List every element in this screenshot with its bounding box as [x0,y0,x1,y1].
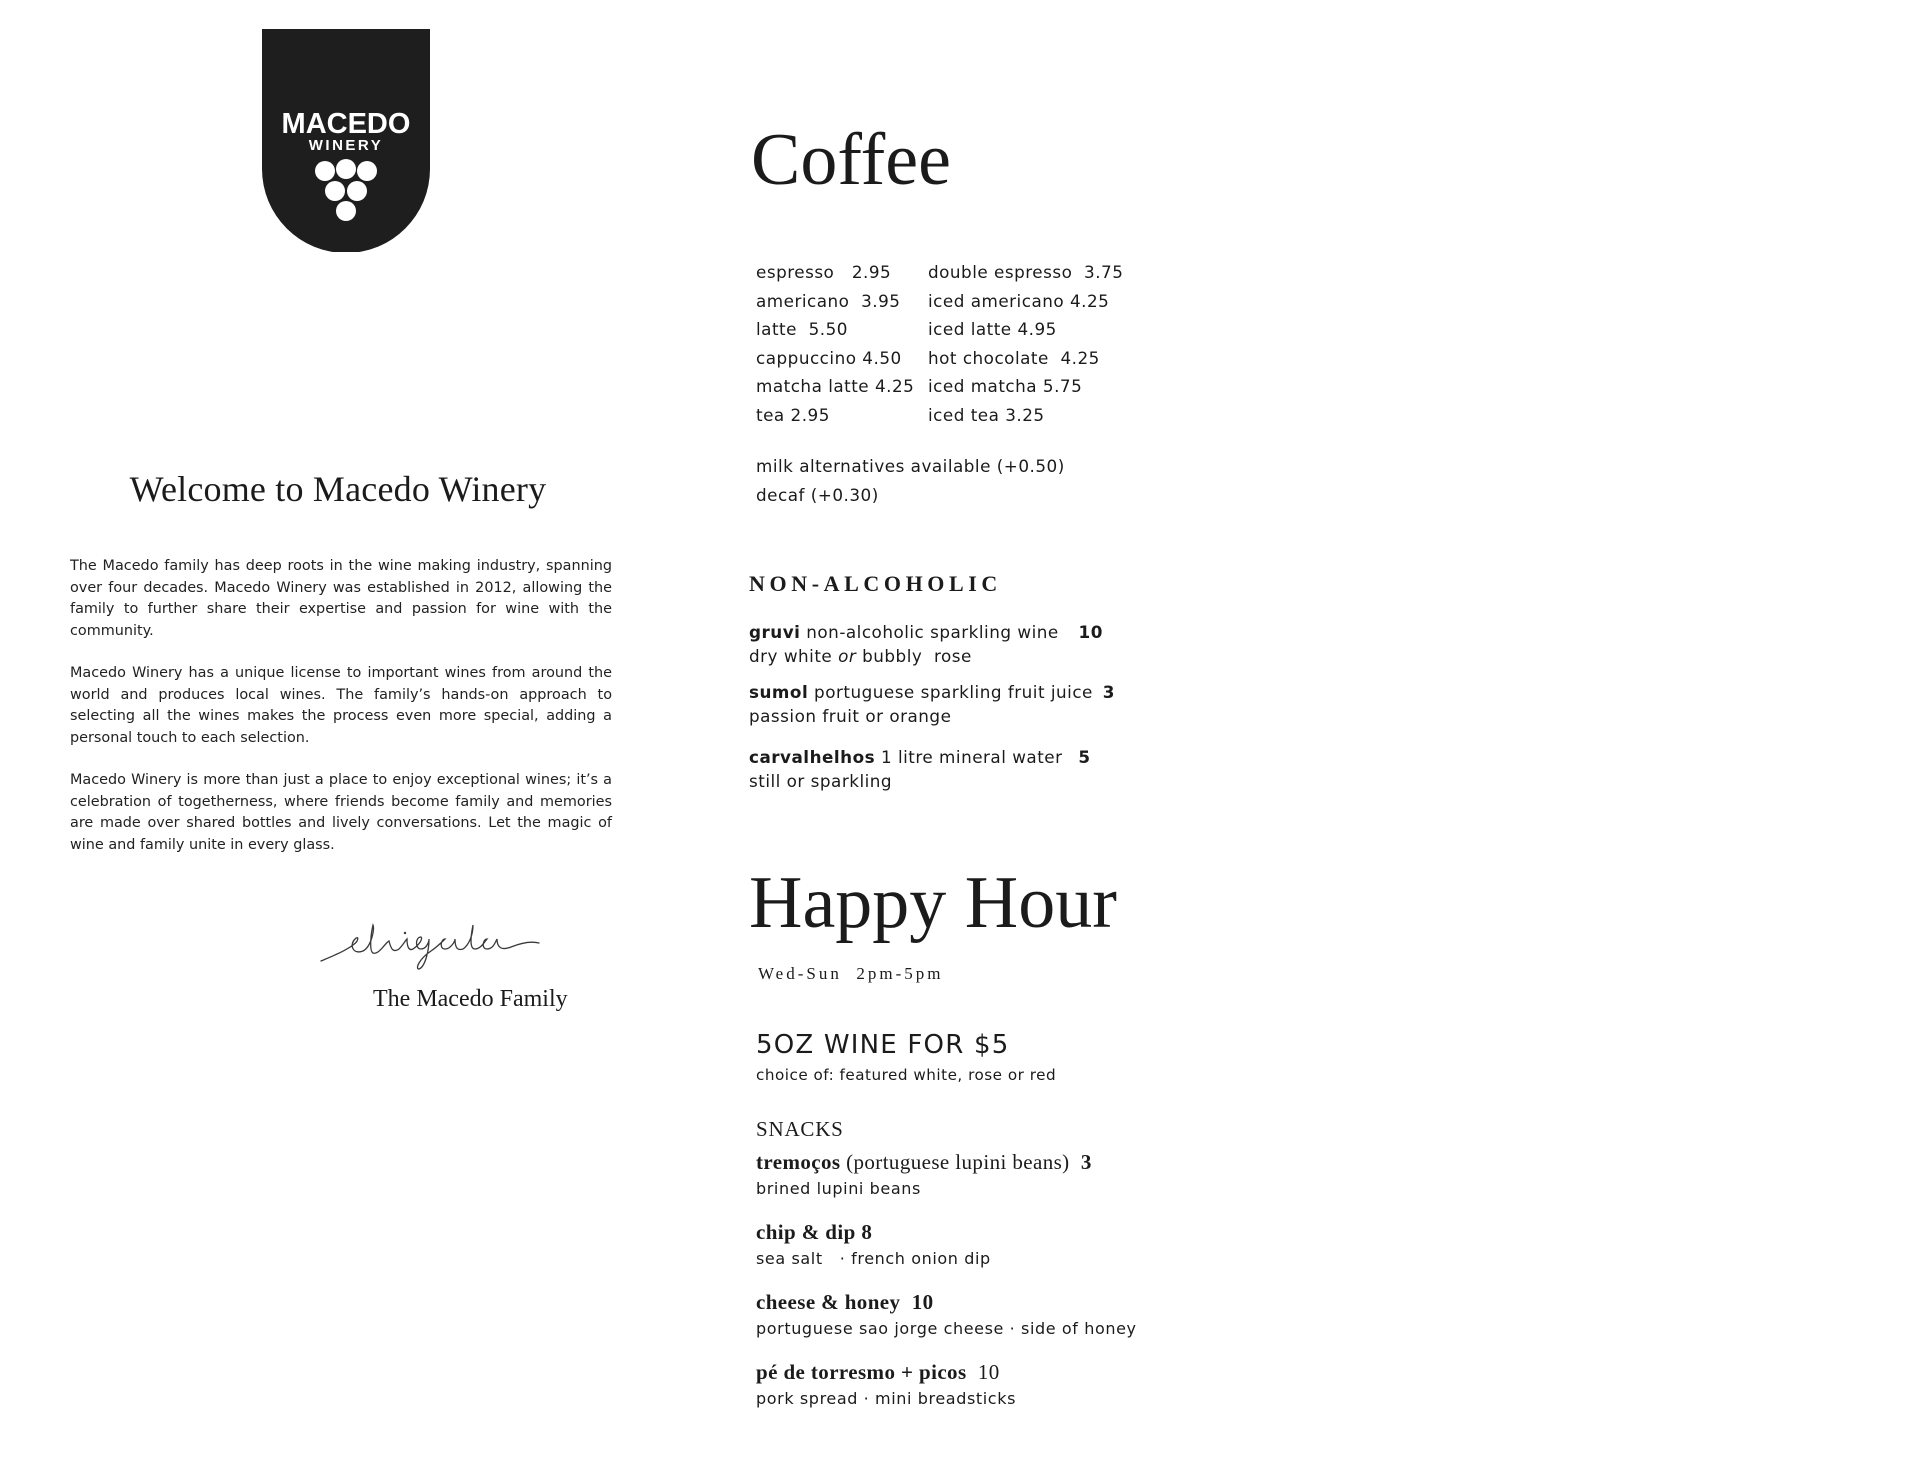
coffee-menu-right [928,258,1123,430]
decaf-note: decaf (+0.30) [756,484,879,505]
snack-note: (portuguese lupini beans) [846,1150,1070,1174]
sign-off: The Macedo Family [373,986,568,1012]
drink-sub: bubbly rose [856,646,972,666]
snacks-heading: SNACKS [756,1117,844,1141]
drink-name: gruvi [749,622,801,642]
snack-name: cheese & honey [756,1290,901,1314]
snack-desc: brined lupini beans [756,1179,921,1198]
logo-wordmark: MACEDO [281,108,411,140]
drink-sub: passion fruit or orange [749,706,952,726]
snack-name: tremoços [756,1150,841,1174]
snack-name: pé de torresmo + picos [756,1360,967,1384]
drink-desc: portuguese sparkling fruit juice [814,682,1093,702]
coffee-heading: Coffee [751,119,951,201]
drink-price: 10 [1078,622,1103,642]
drink-price: 3 [1102,682,1115,702]
drink-desc: non-alcoholic sparkling wine [806,622,1059,642]
obrigada-signature [315,915,545,975]
snack-desc: sea salt · french onion dip [756,1249,991,1268]
logo-subword: WINERY [308,137,384,154]
drink-sub: still or sparkling [749,771,893,791]
wine-deal: 5OZ WINE FOR $5 [756,1030,1010,1060]
menu-item: tea 2.95 [756,404,830,425]
menu-item: double espresso 3.75 [928,262,1124,282]
drink-sub-em: or [838,646,857,666]
drink-sub: dry white [749,646,839,666]
drink-price: 5 [1078,747,1091,767]
happy-hour-days-times: Wed-Sun 2pm-5pm [758,964,944,983]
license-paragraph: Macedo Winery has a unique license to important wines from around the world and produces local wines. The family’s hands-on approach to selecting all the wines makes the process even more special, adding a personal touch to each selection. [70,665,612,746]
snack-price: 3 [1080,1150,1092,1174]
milk-alternatives-note: milk alternatives available (+0.50) [756,456,1065,476]
menu-item: iced latte 4.95 [928,319,1057,340]
menu-item: espresso 2.95 [756,262,892,282]
snack-desc: pork spread · mini breadsticks [756,1389,1016,1408]
menu-item: americano 3.95 [756,290,901,311]
non-alcoholic-heading: NON-ALCOHOLIC [749,571,1002,596]
snack-item-title [756,1150,1092,1175]
menu-item: iced americano 4.25 [928,290,1110,311]
drink-item [749,680,1115,728]
intro-paragraph: The Macedo family has deep roots in the wine making industry, spanning over four decades. Macedo Winery was established in 2012, allowing the family to further share their expertise and passion for wine with the community. [70,558,612,639]
drink-item [749,620,1103,668]
snack-price: 10 [911,1290,934,1314]
menu-item: iced matcha 5.75 [928,376,1083,397]
snack-desc: portuguese sao jorge cheese · side of honey [756,1319,1137,1338]
drink-item [749,745,1091,793]
wine-deal-choice: choice of: featured white, rose or red [756,1066,1057,1084]
snack-name: chip & dip 8 [756,1220,873,1244]
snack-item-title [756,1290,934,1315]
snack-item-title [756,1360,1000,1385]
togetherness-paragraph: Macedo Winery is more than just a place to enjoy exceptional wines; it’s a celebration of togetherness, where friends become family and memories are made over shared bottles and lively conversations. Let the magic of wine and family unite in every glass. [70,772,612,853]
coffee-menu-left [756,258,914,430]
drink-name: sumol [749,682,809,702]
drink-desc: 1 litre mineral water [880,747,1063,767]
menu-item: matcha latte 4.25 [756,376,915,397]
menu-item: iced tea 3.25 [928,404,1045,425]
menu-item: cappuccino 4.50 [756,347,902,368]
drink-name: carvalhelhos [749,747,876,767]
welcome-heading: Welcome to Macedo Winery [129,469,547,509]
menu-item: hot chocolate 4.25 [928,347,1100,368]
macedo-winery-logo [262,29,430,252]
coffee-notes [756,452,1065,509]
happy-hour-heading: Happy Hour [749,862,1117,944]
menu-item: latte 5.50 [756,319,848,340]
snack-price: 10 [977,1360,1000,1384]
